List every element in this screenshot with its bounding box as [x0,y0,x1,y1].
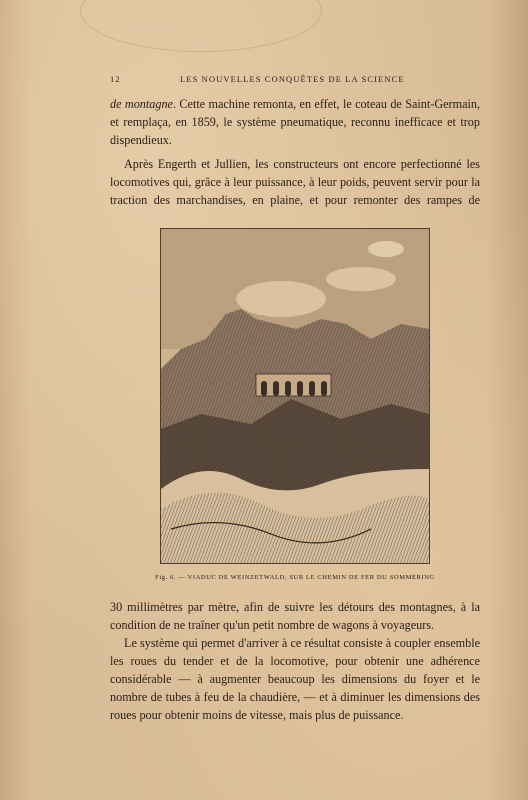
paragraph-millimetres [110,598,480,724]
italic-phrase: de montagne [110,97,173,111]
engraving-illustration [161,229,429,563]
paragraph-continuation [110,95,480,149]
engraving-viaduct [160,228,430,564]
running-title: LES NOUVELLES CONQUÊTES DE LA SCIENCE [180,74,405,84]
page-number: 12 [110,74,121,84]
paragraph-engerth [110,155,480,209]
paragraph-systeme: Le système qui permet d'arriver à ce résultat consiste à coupler ensemble les roues du tender et de la locomotive, pour obtenir une adhérence considérable — à augmenter beaucoup les dimensions du foyer et le nombre de tubes à feu de la chaudière, — et à diminuer les dimensions des roues pour obtenir moins de vitesse, mais plus de puissance. [110,636,480,722]
page-header [110,74,478,88]
paragraph-text: 30 millimètres par mètre, afin de suivre les détours des montagnes, à la condition de ne traîner qu'un petit nombre de wagons à voyageurs. [110,600,480,632]
figure-caption: Fig. 6. — VIADUC DE WEINZETWALD, SUR LE CHEMIN DE FER DU SOMMERING [155,574,435,581]
paper-stain [80,0,322,52]
paragraph-text: . Cette machine remonta, en effet, le coteau de Saint-Germain, et remplaça, en 1859, le système pneumatique, reconnu inefficace et trop dispendieux. [110,97,481,147]
paragraph-text: Après Engerth et Jullien, les constructeurs ont encore perfectionné les locomotives qui, grâce à leur puissance, à leur poids, peuvent servir pour la traction des marchandises, en plaine, et pour remonter des rampes de [110,157,480,207]
